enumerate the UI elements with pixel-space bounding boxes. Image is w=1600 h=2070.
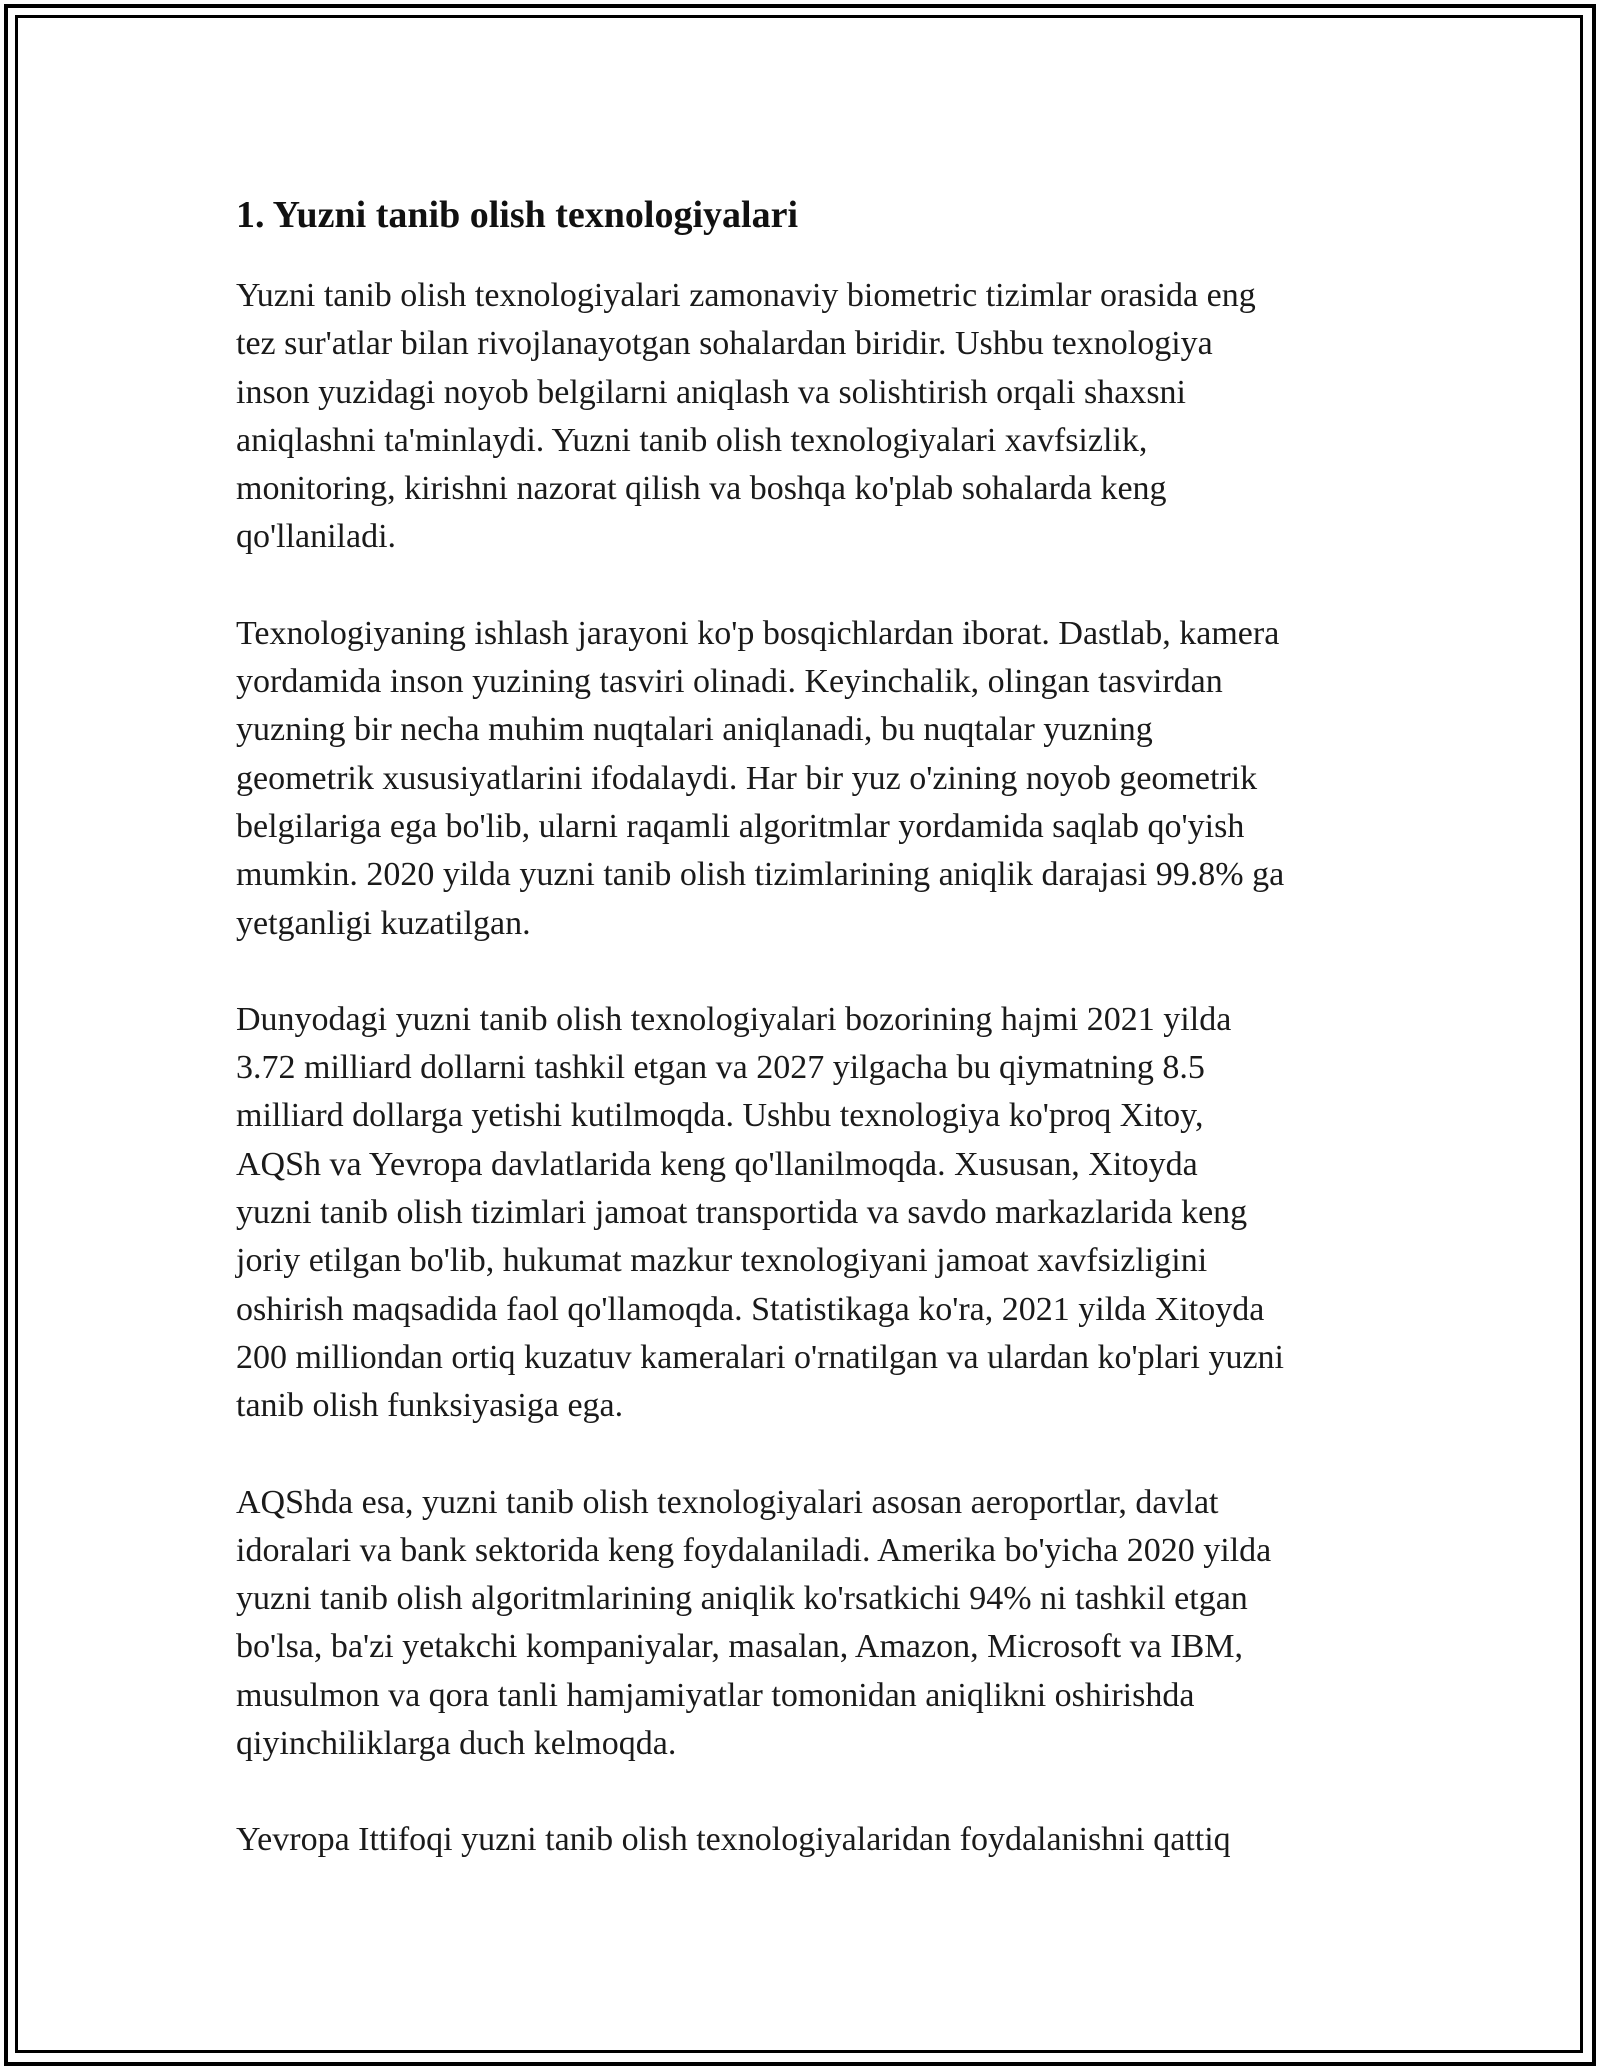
paragraph-usa: AQShda esa, yuzni tanib olish texnologiyalari asosan aeroportlar, davlat idoralari va bank sektorida keng foydalaniladi. Amerika bo'yicha 2020 yilda yuzni tanib olish algoritmlarining aniqlik ko'rsatkichi 94% ni tashkil etgan bo'lsa, ba'zi yetakchi kompaniyalar, masalan, Amazon, Microsoft va IBM, musulmon va qora tanli hamjamiyatlar tomonidan aniqlikni oshirishda qiyinchiliklarga duch kelmoqda. [236,1483,1272,1763]
paragraph-eu: Yevropa Ittifoqi yuzni tanib olish texnologiyalaridan foydalanishni qattiq [236,1821,1231,1859]
section-heading: 1. Yuzni tanib olish texnologiyalari [236,194,799,236]
paragraph-intro: Yuzni tanib olish texnologiyalari zamonaviy biometric tizimlar orasida eng tez sur'atlar bilan rivojlanayotgan sohalardan biridir. Ushbu texnologiya inson yuzidagi noyob belgilarni aniqlash va solishtirish orqali shaxsni aniqlashni ta'minlaydi. Yuzni tanib olish texnologiyalari xavfsizlik, monitoring, kirishni nazorat qilish va boshqa ko'plab sohalarda keng qo'llaniladi. [236,277,1256,556]
paragraph-process: Texnologiyaning ishlash jarayoni ko'p bosqichlardan iborat. Dastlab, kamera yordamida inson yuzining tasviri olinadi. Keyinchalik, olingan tasvirdan yuzning bir necha muhim nuqtalari aniqlanadi, bu nuqtalar yuzning geometrik xususiyatlarini ifodalaydi. Har bir yuz o'zining noyob geometrik belgilariga ega bo'lib, ularni raqamli algoritmlar yordamida saqlab qo'yish mumkin. 2020 yilda yuzni tanib olish tizimlarining aniqlik darajasi 99.8% ga yetganligi kuzatilgan. [236,614,1285,942]
paragraph-market: Dunyodagi yuzni tanib olish texnologiyalari bozorining hajmi 2021 yilda 3.72 milliard dollarni tashkil etgan va 2027 yilgacha bu qiymatning 8.5 milliard dollarga yetishi kutilmoqda. Ushbu texnologiya ko'proq Xitoy, AQSh va Yevropa davlatlarida keng qo'llanilmoqda. Xususan, Xitoyda yuzni tanib olish tizimlari jamoat transportida va savdo markazlarida keng joriy etilgan bo'lib, hukumat mazkur texnologiyani jamoat xavfsizligini oshirish maqsadida faol qo'llamoqda. Statistikaga ko'ra, 2021 yilda Xitoyda 200 milliondan ortiq kuzatuv kameralari o'rnatilgan va ulardan ko'plari yuzni tanib olish funksiyasiga ega. [236,1000,1284,1425]
document-body [236,186,1386,1913]
